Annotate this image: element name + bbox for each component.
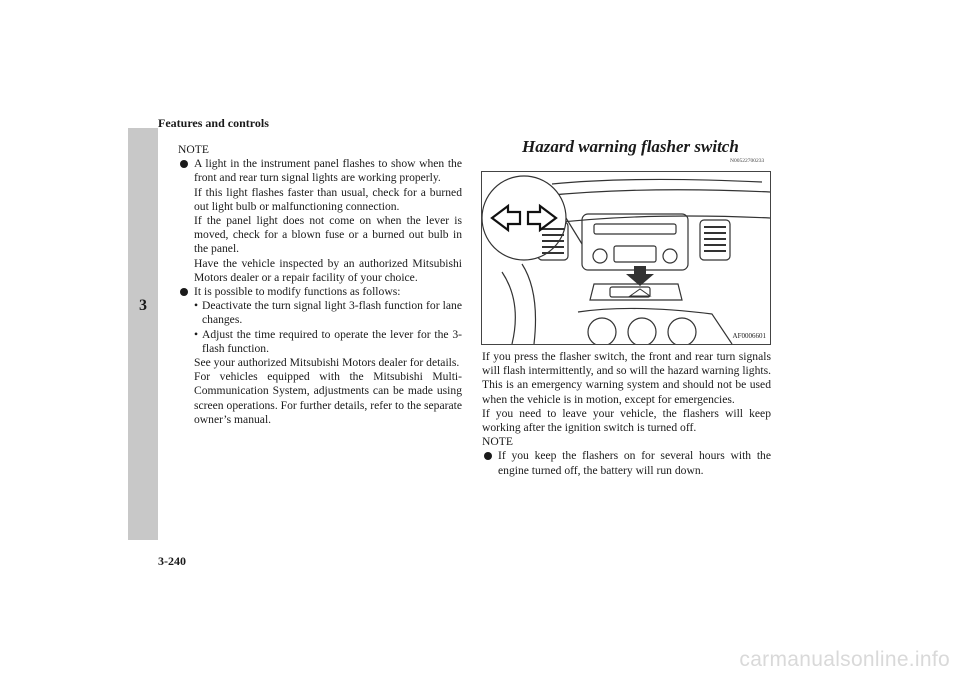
hazard-description: If you press the flasher switch, the front and rear turn signals will flash intermittently, and so will the hazard warning lights. This is an emergency warning system and should not be used when the vehicle is in motion, except for emergencies. — [482, 350, 771, 406]
dealer-paragraph: See your authorized Mitsubishi Motors dealer for details. — [194, 356, 460, 370]
sub-bullet-2: • — [194, 327, 199, 341]
note-bullet-1-line-4: Have the vehicle inspected by an authorized Mitsubishi Motors dealer or a repair facility of your choice. — [194, 256, 462, 284]
left-column — [178, 143, 462, 427]
figure-id: AF0006601 — [732, 332, 766, 340]
note-bullet-1-line-1: A light in the instrument panel flashes to show when the front and rear turn signal lights are working properly. — [194, 157, 462, 185]
note-bullet-1-line-3: If the panel light does not come on when the lever is moved, check for a blown fuse or a burned out bulb in the panel. — [194, 214, 462, 256]
note-label-2: NOTE — [482, 435, 513, 449]
right-column — [482, 350, 771, 478]
sub-bullet-1: • — [194, 299, 199, 313]
note-bullet-battery: If you keep the flashers on for several hours with the engine turned off, the battery will run down. — [482, 449, 771, 477]
mmcs-paragraph: For vehicles equipped with the Mitsubishi Multi-Communication System, adjustments can be made using screen operations. For further details, refer to the separate owner’s manual. — [194, 370, 462, 426]
chapter-number: 3 — [139, 297, 147, 314]
chapter-tab — [128, 128, 158, 540]
sub-item-2-text: Adjust the time required to operate the lever for the 3-flash function. — [202, 327, 462, 355]
note-bullet-2-intro: It is possible to modify functions as follows: — [194, 285, 401, 299]
section-header: Features and controls — [158, 116, 269, 130]
reference-code: N00522700233 — [730, 158, 765, 164]
note-bullet-1 — [178, 157, 462, 285]
note-bullet-1-line-2: If this light flashes faster than usual, check for a burned out light bulb or malfunctioning connection. — [194, 185, 462, 213]
note-label: NOTE — [178, 143, 209, 156]
sub-item-1-text: Deactivate the turn signal light 3-flash function for lane changes. — [202, 299, 462, 327]
hazard-switch-figure — [481, 171, 771, 345]
note-bullet-2 — [178, 285, 462, 299]
sub-item-1 — [178, 299, 462, 327]
watermark: carmanualsonline.info — [739, 648, 950, 671]
dashboard-illustration — [482, 172, 770, 344]
page-number: 3-240 — [158, 554, 186, 568]
hazard-ignition-note: If you need to leave your vehicle, the flashers will keep working after the ignition switch is turned off. — [482, 406, 771, 435]
sub-item-2 — [178, 328, 462, 356]
section-title: Hazard warning flasher switch — [522, 137, 739, 156]
